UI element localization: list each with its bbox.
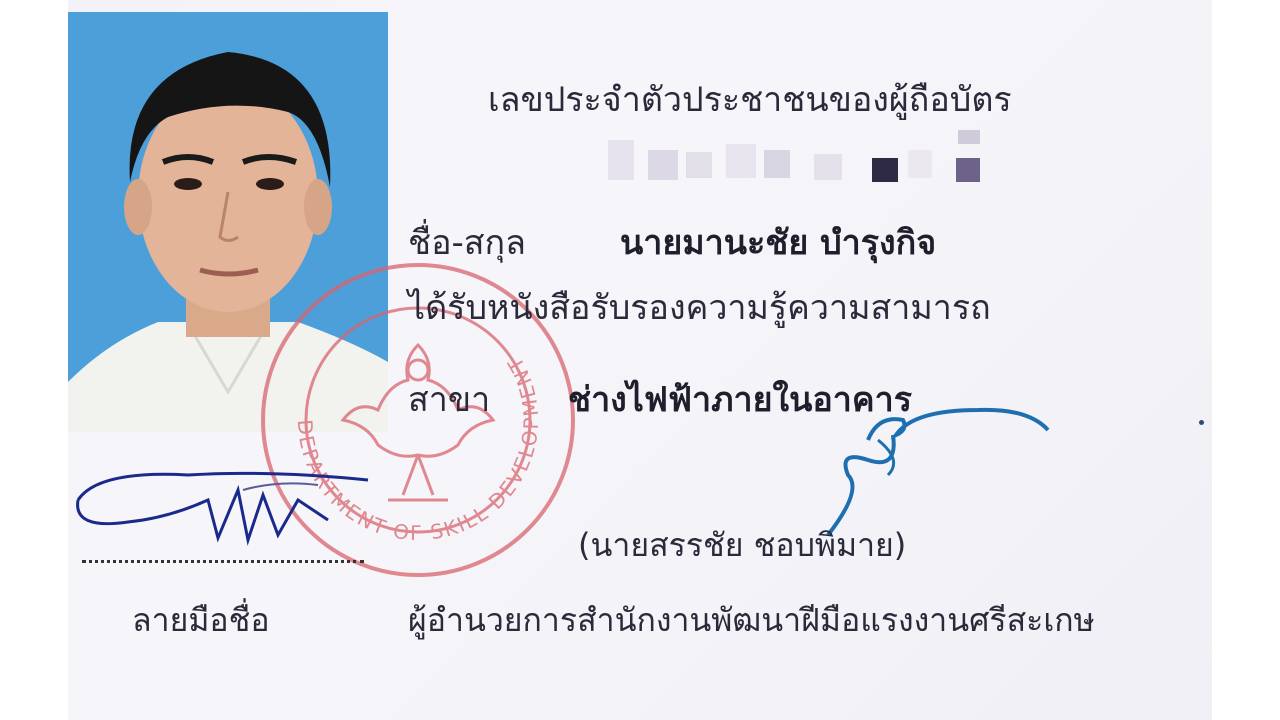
director-signature [728, 390, 1058, 540]
signer-name: (นายสรรชัย ชอบพิมาย) [578, 526, 907, 564]
branch-label: สาขา [408, 380, 491, 420]
id-number-redaction [608, 130, 988, 190]
svg-text:DEPARTMENT OF SKILL DEVELOPMEN: DEPARTMENT OF SKILL DEVELOPMENT [292, 351, 544, 546]
id-number-label: เลขประจำตัวประชาชนของผู้ถือบัตร [488, 80, 1012, 120]
signer-title: ผู้อำนวยการสำนักงานพัฒนาฝีมือแรงงานศรีสะเกษ [408, 601, 1095, 639]
name-label: ชื่อ-สกุล [408, 223, 526, 263]
holder-name: นายมานะชัย บำรุงกิจ [620, 223, 937, 263]
signature-line [82, 560, 364, 563]
holder-signature [68, 460, 388, 570]
ink-dot [1199, 420, 1204, 425]
certificate-statement: ได้รับหนังสือรับรองความรู้ความสามารถ [408, 288, 991, 328]
holder-signature-label: ลายมือชื่อ [132, 601, 270, 639]
branch-value: ช่างไฟฟ้าภายในอาคาร [568, 380, 912, 420]
id-card [68, 0, 1212, 720]
